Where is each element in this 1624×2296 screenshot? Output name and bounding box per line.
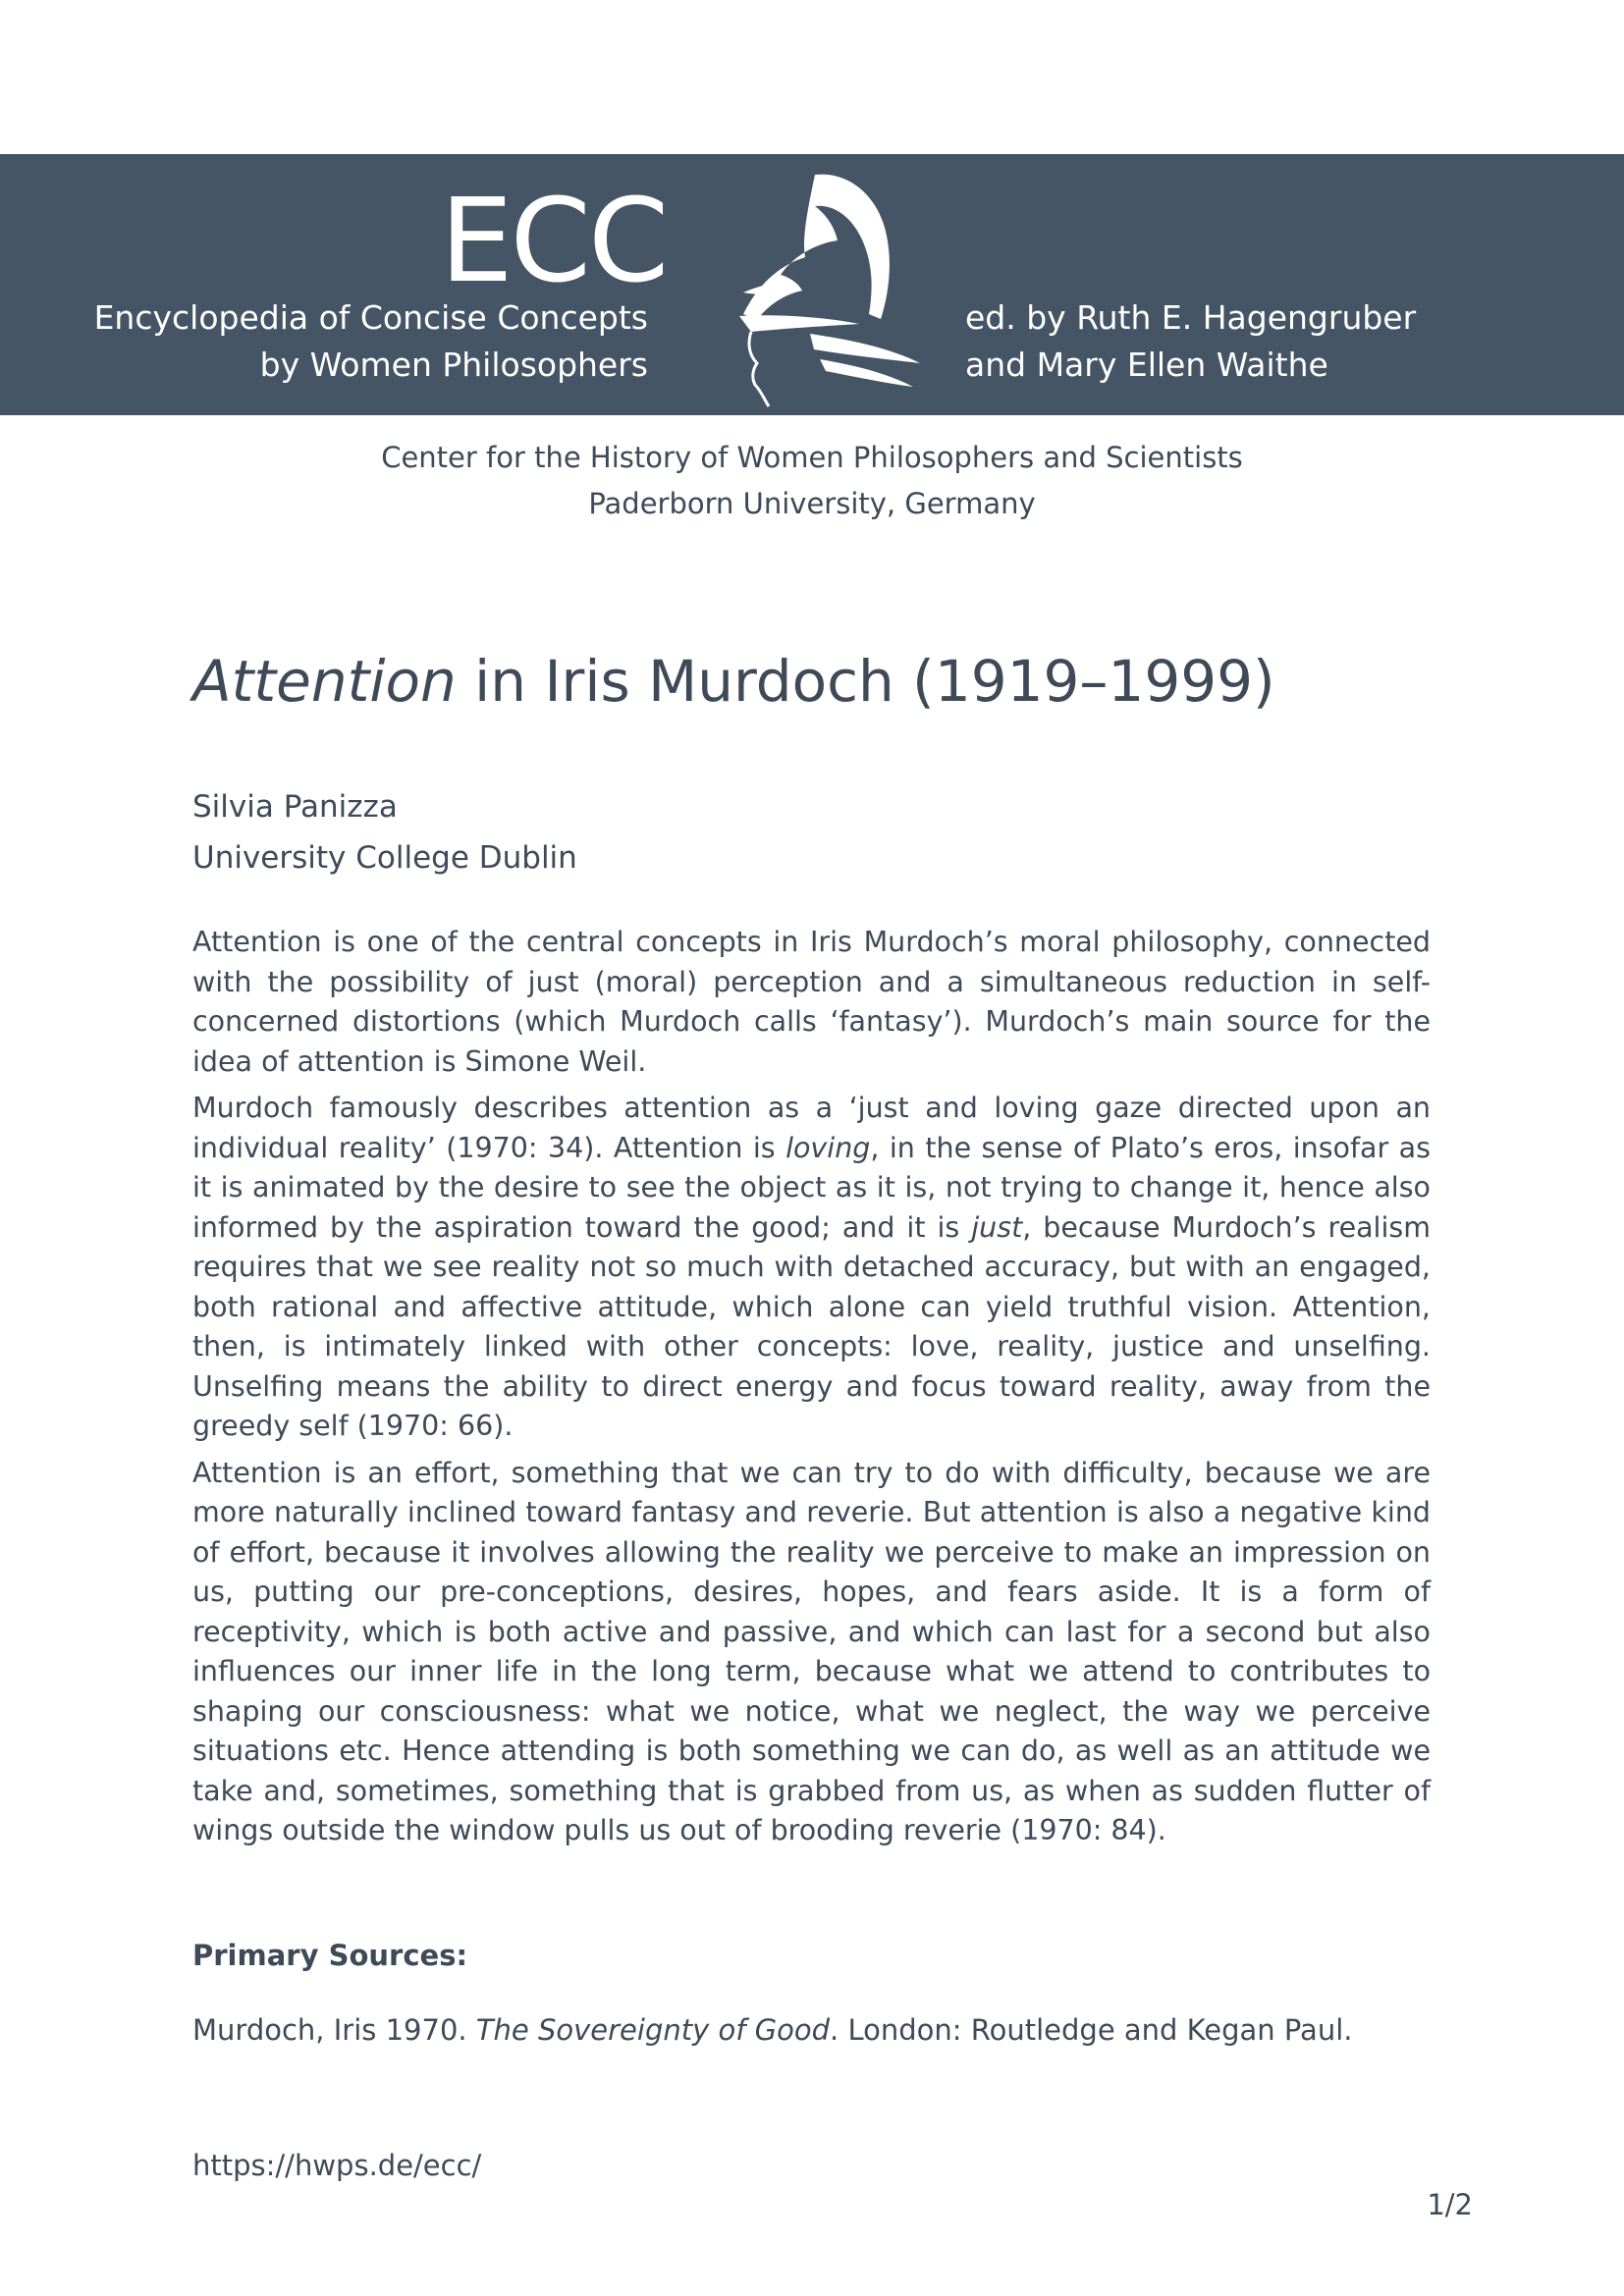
paragraph-2-part-c: , in the sense of Plato’s eros, insofar as it is animated by the desire to see the object as it is, not trying to change it, hence also informed by the aspiration toward the good; and it is xyxy=(192,1131,1431,1244)
source-entry-author: Murdoch, Iris 1970. xyxy=(192,2013,476,2047)
paragraph-2 xyxy=(192,1089,1431,1447)
paragraph-2-part-e: , because Murdoch’s realism requires that we see reality not so much with detached accuracy, but with an engaged, both rational and affective attitude, which alone can yield truthful vision. Attention, then, is intimately linked with other concepts: love, reality, justice and unselfing. Unselfing means the ability to direct energy and focus toward reality, away from the greedy self (1970: 66). xyxy=(192,1210,1432,1442)
paragraph-2-part-a: Murdoch famously describes attention as a ‘just and loving gaze directed upon an individual reality’ (1970: 34). Attention is xyxy=(192,1092,1431,1164)
ecc-logo: ECC xyxy=(440,173,667,308)
editors-line1: ed. by Ruth E. Hagengruber xyxy=(965,298,1417,337)
title-italic: Attention xyxy=(192,648,457,715)
series-title-line1: Encyclopedia of Concise Concepts xyxy=(93,298,648,337)
series-title-line2: by Women Philosophers xyxy=(259,346,648,384)
article-body xyxy=(192,923,1431,1858)
author-name: Silvia Panizza xyxy=(192,789,398,825)
paragraph-2-emphasis-loving: loving xyxy=(785,1131,871,1164)
institution-line2: Paderborn University, Germany xyxy=(588,487,1036,520)
page-number: 1/2 xyxy=(1427,2188,1473,2221)
article-title xyxy=(192,642,1469,721)
series-title xyxy=(59,294,648,389)
editors xyxy=(965,294,1515,389)
institution-info xyxy=(0,435,1624,527)
title-rest: in Iris Murdoch (1919–1999) xyxy=(456,648,1275,715)
source-entry-publisher: . London: Routledge and Kegan Paul. xyxy=(830,2013,1353,2047)
editors-line2: and Mary Ellen Waithe xyxy=(965,346,1328,384)
paragraph-3: Attention is an effort, something that we can try to do with difficulty, because we are more naturally inclined toward fantasy and reverie. But attention is also a negative kind of effort, because it involves allowing the reality we perceive to make an impression on us, putting our pre-conceptions, desires, hopes, and fears aside. It is a form of receptivity, which is both active and passive, and which can last for a second but also influences our inner life in the long term, because what we attend to contributes to shaping our consciousness: what we notice, what we neglect, the way we perceive situations etc. Hence attending is both something we can do, as well as an attitude we take and, sometimes, something that is grabbed from us, as when as sudden flutter of wings outside the window pulls us out of brooding reverie (1970: 84). xyxy=(192,1456,1431,1846)
athena-helmet-icon xyxy=(712,167,923,407)
footer-url-link[interactable]: https://hwps.de/ecc/ xyxy=(192,2149,482,2182)
institution-line1: Center for the History of Women Philosophers and Scientists xyxy=(381,441,1243,474)
paragraph-2-emphasis-just: just xyxy=(971,1210,1023,1244)
primary-sources-heading: Primary Sources: xyxy=(192,1939,468,1972)
paragraph-1: Attention is one of the central concepts in Iris Murdoch’s moral philosophy, connected with the possibility of just (moral) perception and a simultaneous reduction in self-concerned distortions (which Murdoch calls ‘fantasy’). Murdoch’s main source for the idea of attention is Simone Weil. xyxy=(192,926,1431,1078)
author-affiliation: University College Dublin xyxy=(192,840,577,876)
source-entry xyxy=(192,2010,1431,2050)
source-entry-title: The Sovereignty of Good xyxy=(475,2013,831,2047)
author-block xyxy=(192,781,1371,883)
